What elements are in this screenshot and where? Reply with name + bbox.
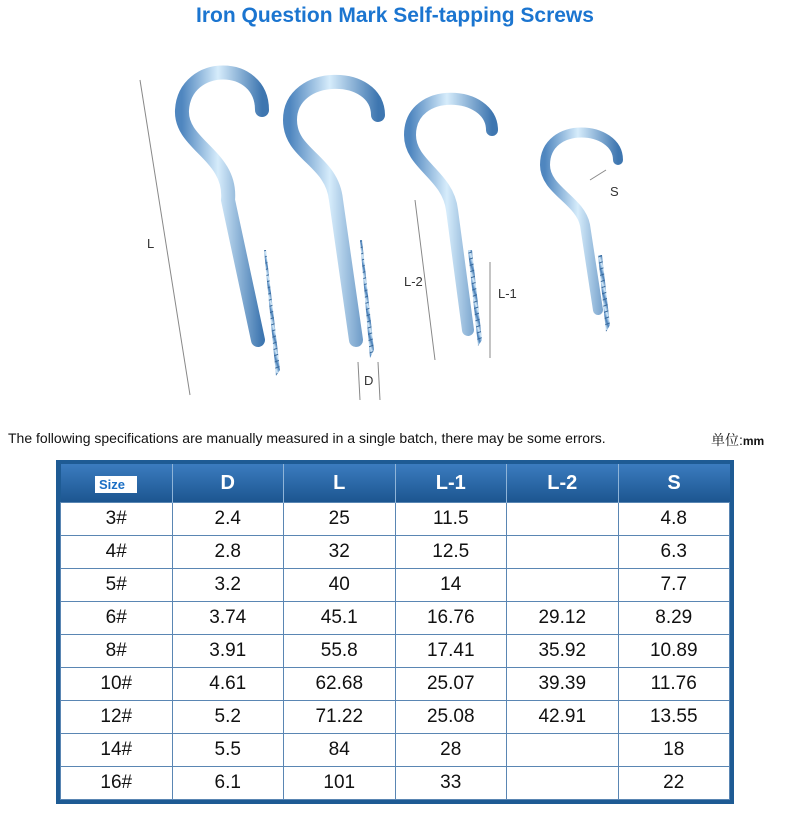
table-cell: 4.61 <box>172 668 284 701</box>
table-cell <box>507 569 619 602</box>
spec-table-container <box>56 460 734 804</box>
table-cell: 33 <box>395 767 507 800</box>
table-cell: 25 <box>284 503 396 536</box>
table-cell: 39.39 <box>507 668 619 701</box>
measurement-note: The following specifications are manually measured in a single batch, there may be some errors. <box>8 430 606 446</box>
table-cell: 14# <box>61 734 173 767</box>
table-cell: 4# <box>61 536 173 569</box>
dimension-label-L1: L-1 <box>498 286 517 301</box>
table-cell: 3.2 <box>172 569 284 602</box>
table-cell <box>507 503 619 536</box>
table-cell: 71.22 <box>284 701 396 734</box>
table-row <box>61 767 730 800</box>
table-cell: 10.89 <box>618 635 730 668</box>
table-cell <box>507 734 619 767</box>
table-cell: 35.92 <box>507 635 619 668</box>
table-cell: 28 <box>395 734 507 767</box>
screw-hook-1 <box>140 73 280 396</box>
table-cell: 11.76 <box>618 668 730 701</box>
table-cell: 8.29 <box>618 602 730 635</box>
table-cell <box>507 767 619 800</box>
table-cell: 16.76 <box>395 602 507 635</box>
header-d: D <box>172 464 284 503</box>
dimension-label-L2: L-2 <box>404 274 423 289</box>
table-row <box>61 734 730 767</box>
header-s: S <box>618 464 730 503</box>
table-cell: 13.55 <box>618 701 730 734</box>
table-cell: 7.7 <box>618 569 730 602</box>
table-cell: 29.12 <box>507 602 619 635</box>
screw-hook-3 <box>404 99 517 360</box>
unit-text: 单位: <box>711 432 743 448</box>
size-header-label: Size <box>95 476 137 493</box>
table-cell: 55.8 <box>284 635 396 668</box>
dimension-label-L: L <box>147 236 155 251</box>
table-row <box>61 569 730 602</box>
dimension-label-S: S <box>610 184 619 199</box>
table-cell <box>507 536 619 569</box>
table-cell: 8# <box>61 635 173 668</box>
unit-value: mm <box>742 434 765 448</box>
table-cell: 4.8 <box>618 503 730 536</box>
table-cell: 84 <box>284 734 396 767</box>
table-row <box>61 536 730 569</box>
table-cell: 3.91 <box>172 635 284 668</box>
table-cell: 62.68 <box>284 668 396 701</box>
header-l2: L-2 <box>507 464 619 503</box>
table-cell: 16# <box>61 767 173 800</box>
table-body <box>61 503 730 800</box>
table-cell: 6.3 <box>618 536 730 569</box>
table-row <box>61 602 730 635</box>
table-cell: 25.08 <box>395 701 507 734</box>
table-cell: 42.91 <box>507 701 619 734</box>
table-row <box>61 701 730 734</box>
table-cell: 12.5 <box>395 536 507 569</box>
table-row <box>61 635 730 668</box>
table-cell: 22 <box>618 767 730 800</box>
table-cell: 3# <box>61 503 173 536</box>
table-header-row <box>61 464 730 503</box>
header-l: L <box>284 464 396 503</box>
screw-hook-2 <box>290 82 380 400</box>
table-cell: 3.74 <box>172 602 284 635</box>
page-title: Iron Question Mark Self-tapping Screws <box>196 4 594 27</box>
screw-hook-4 <box>545 133 619 333</box>
table-cell: 17.41 <box>395 635 507 668</box>
table-cell: 6# <box>61 602 173 635</box>
dimension-label-D: D <box>364 373 374 388</box>
spec-table <box>60 464 730 800</box>
table-cell: 101 <box>284 767 396 800</box>
header-size <box>61 464 173 503</box>
table-row <box>61 668 730 701</box>
header-l1: L-1 <box>395 464 507 503</box>
unit-label <box>711 430 764 450</box>
table-cell: 12# <box>61 701 173 734</box>
table-cell: 45.1 <box>284 602 396 635</box>
table-cell: 40 <box>284 569 396 602</box>
table-cell: 5.5 <box>172 734 284 767</box>
table-row <box>61 503 730 536</box>
table-cell: 5# <box>61 569 173 602</box>
table-cell: 6.1 <box>172 767 284 800</box>
table-cell: 5.2 <box>172 701 284 734</box>
table-cell: 32 <box>284 536 396 569</box>
table-cell: 10# <box>61 668 173 701</box>
table-cell: 18 <box>618 734 730 767</box>
table-cell: 14 <box>395 569 507 602</box>
table-cell: 11.5 <box>395 503 507 536</box>
table-cell: 2.8 <box>172 536 284 569</box>
screw-hooks-photo <box>0 40 790 420</box>
table-cell: 2.4 <box>172 503 284 536</box>
table-cell: 25.07 <box>395 668 507 701</box>
